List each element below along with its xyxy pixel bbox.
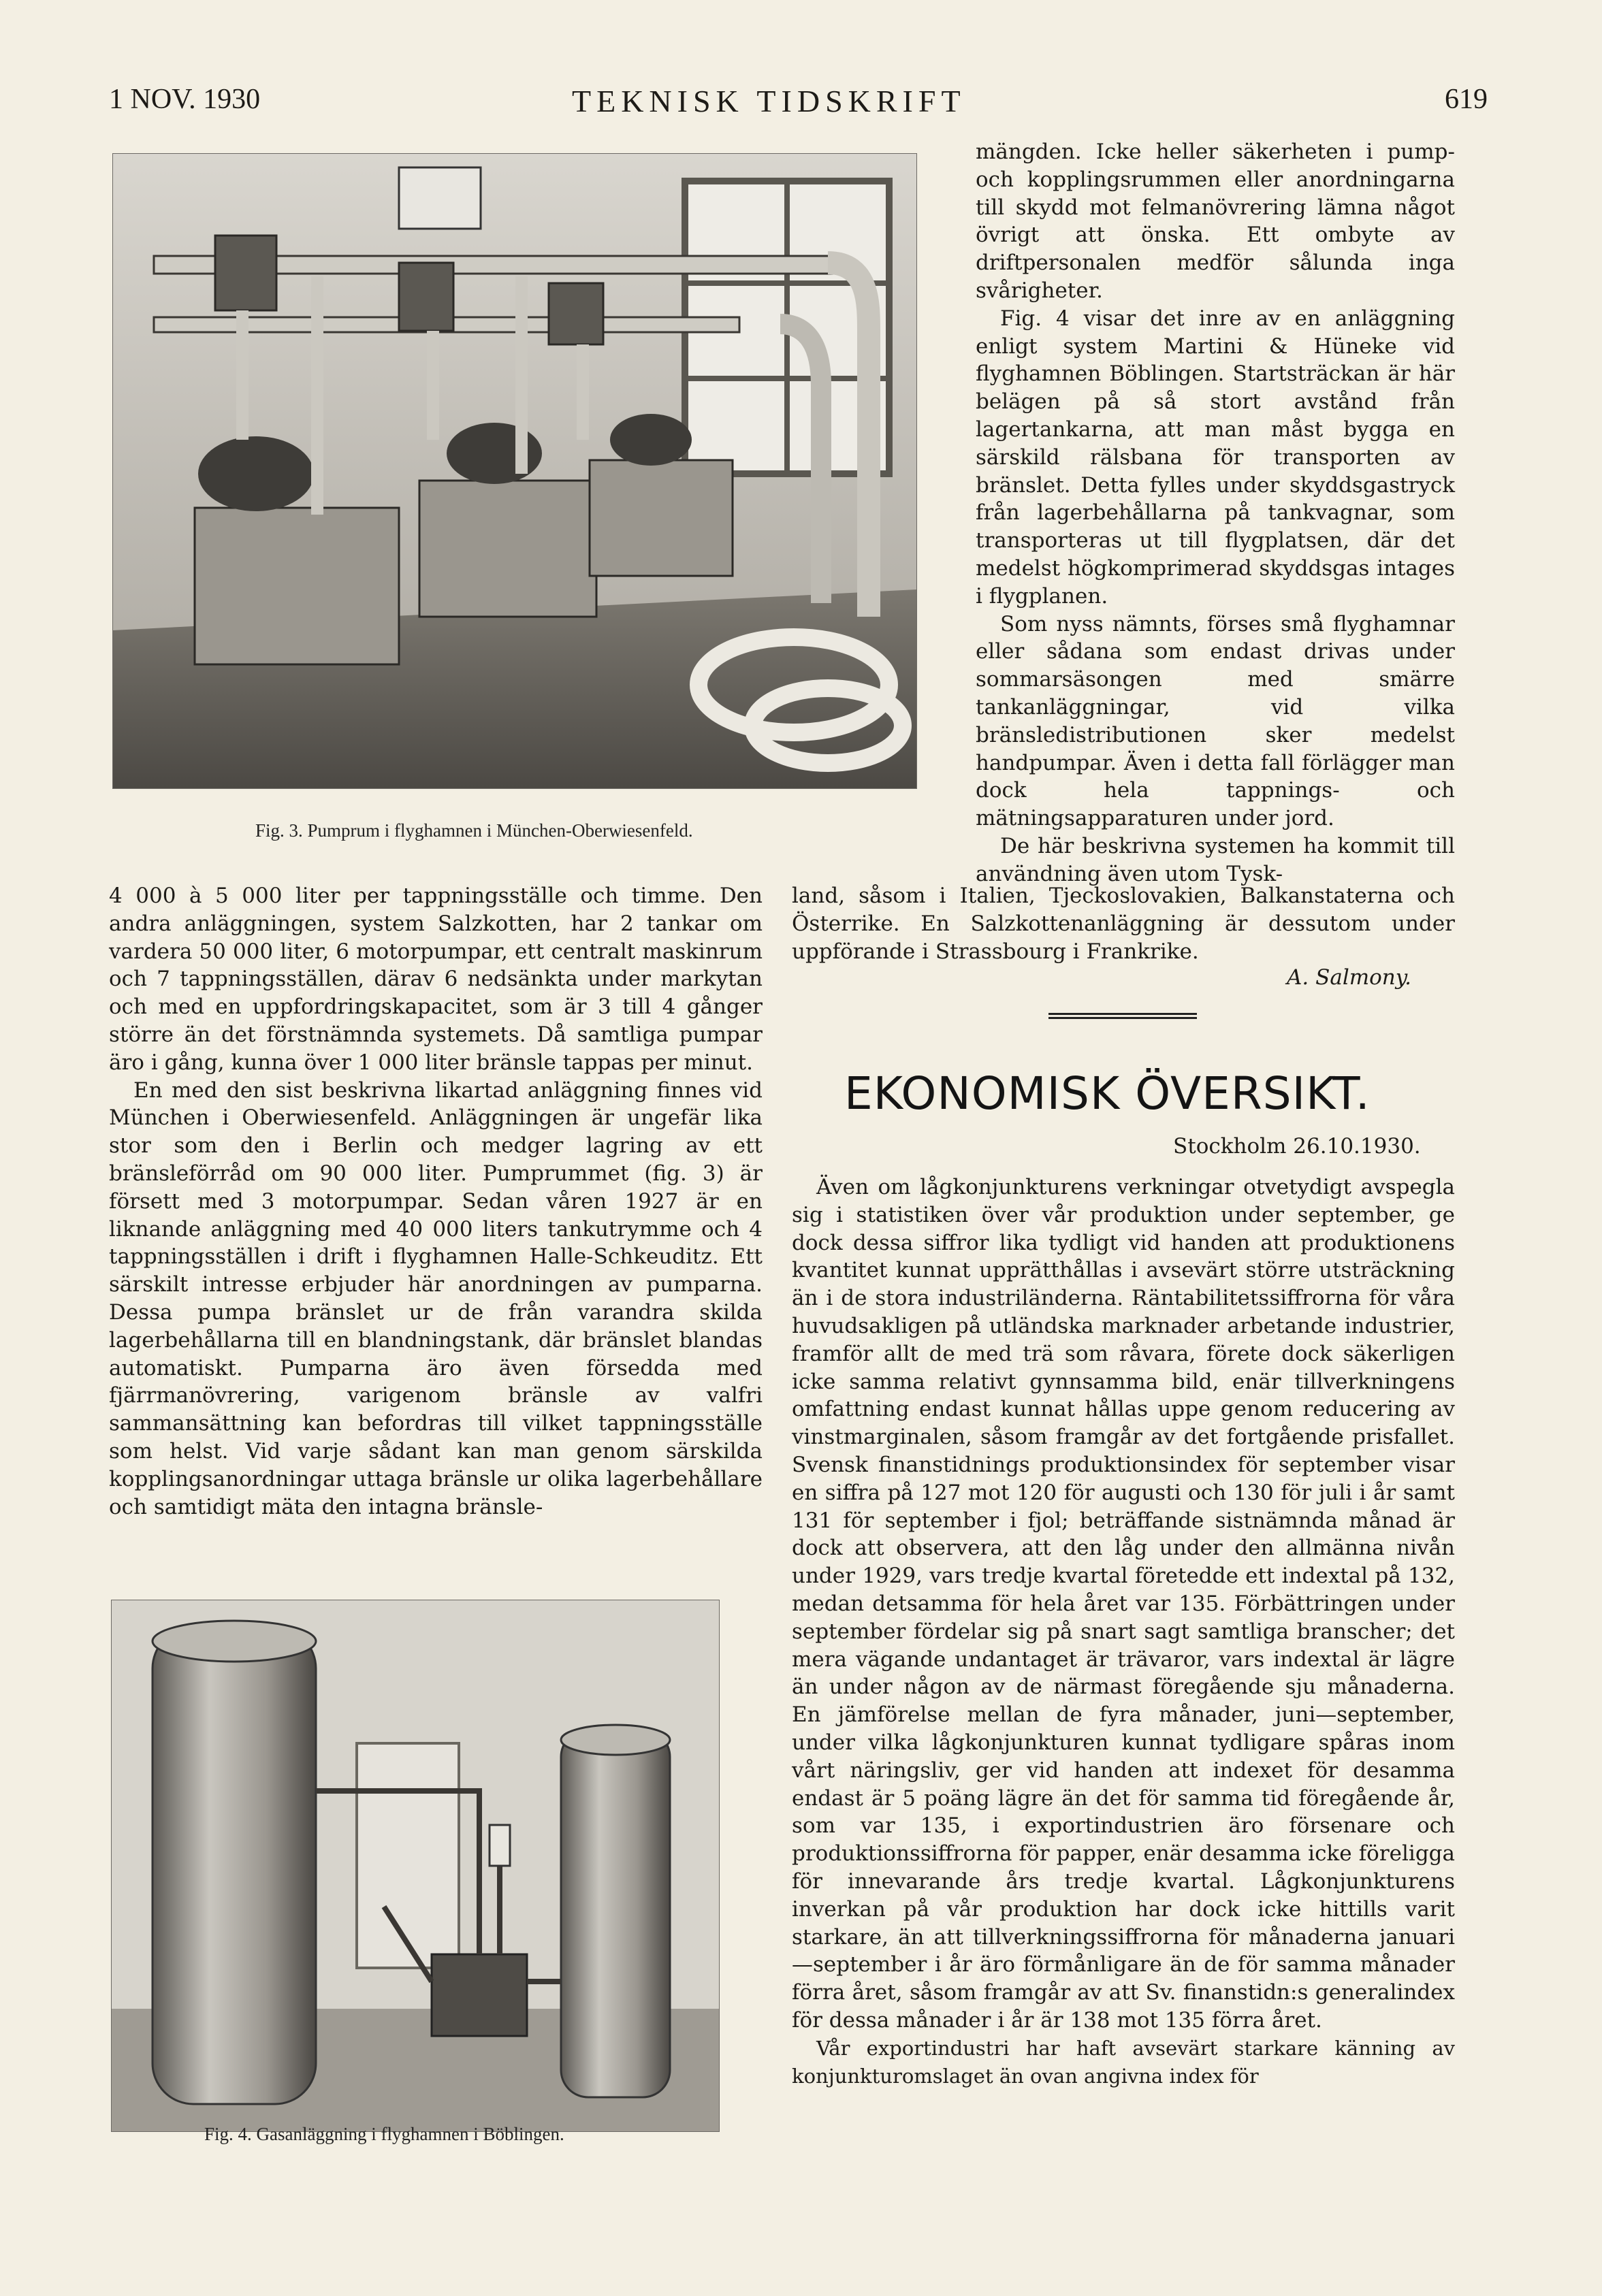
left-column: [109, 882, 763, 1521]
economic-overview-text: [792, 1174, 1455, 2090]
gas-installation-illustration: [112, 1600, 719, 2131]
page-header: [109, 83, 1488, 124]
right-column-top: [976, 138, 1455, 888]
left-paragraph-2: En med den sist beskrivna likartad anläggning finnes vid München i Oberwiesenfeld. Anläggningen är ungefär lika stor som den i Berlin och medger lagring av ett bränsleförråd om 90 000 liter. Pumprummet (fig. 3) är försett med 3 motorpumpar. Sedan våren 1927 är en liknande anläggning med 40 000 liters tankutrymme och 4 tappningsställen i drift i flyghamnen Halle-Schkeuditz. Ett särskilt intresse erbjuder här anordningen av pumparna. Dessa pumpa bränslet ur de från varandra skilda lagerbehållarna till en blandningstank, där bränslet blandas automatiskt. Pumparna äro även försedda med fjärrmanövrering, varigenom bränsle av valfri sammansättning kan befordras till vilket tappningsställe som helst. Vid varje sådant kan man genom särskilda kopplingsanordningar uttaga bränsle ur olika lagerbehållare och samtidigt mäta den intagna bränsle-: [109, 1078, 763, 1519]
figure-3-caption: Fig. 3. Pumprum i flyghamnen i München-Oberwiesenfeld.: [255, 820, 693, 841]
figure-4-photo: [111, 1600, 720, 2132]
section-title: EKONOMISK ÖVERSIKT.: [844, 1067, 1371, 1120]
journal-title: TEKNISK TIDSKRIFT: [572, 84, 966, 118]
issue-date: 1 NOV. 1930: [109, 84, 261, 115]
right-paragraph-3: Som nyss nämnts, förses små flyghamnar eller sådana som endast drivas under sommarsäsongen med smärre tankanläggningar, vid vilka bränsledistributionen sker medelst handpumpar. Även i detta fall förlägger man dock hela tappnings- och mätningsapparaturen under jord.: [976, 611, 1455, 831]
right-paragraph-4-start: De här beskrivna systemen ha kommit till användning även utom Tysk-: [976, 833, 1455, 886]
right-paragraph-2: Fig. 4 visar det inre av en anläggning enligt system Martini & Hüneke vid flyghamnen Böblingen. Startsträckan är här belägen på så stort avstånd från lagertankarna, att man måst bygga en särskild rälsbana för transporten av bränslet. Detta fylles under skyddsgastryck från lagerbehållarna på tankvagnar, som transporteras ut till flygplatsen, där det medelst högkomprimerad skyddsgas intages i flygplanen.: [976, 306, 1455, 609]
right-paragraph-4-end: land, såsom i Italien, Tjeckoslovakien, Balkanstaterna och Österrike. En Salzkottenanläggning är dessutom under uppförande i Strassbourg i Frankrike.: [792, 884, 1455, 964]
author-signature: A. Salmony.: [1287, 965, 1412, 990]
pump-room-illustration: [113, 154, 916, 788]
section-divider: [1048, 1013, 1197, 1019]
figure-3-photo: [112, 153, 917, 789]
left-paragraph-1: 4 000 à 5 000 liter per tappningsställe och timme. Den andra anläggningen, system Salzkotten, har 2 tankar om vardera 50 000 liter, 6 motorpumpar, ett centralt maskinrum och 7 tappningsställen, därav 6 nedsänkta under markytan och med en uppfordringskapacitet, som är 3 till 4 gånger större än det förstnämnda systemets. Då samtliga pumpar äro i gång, kunna över 1 000 liter bränsle tappas per minut.: [109, 884, 763, 1075]
right-paragraph-1: mängden. Icke heller säkerheten i pump- och kopplingsrummen eller anordningarna till skydd mot felmanövrering lämna något övrigt att önska. Ett ombyte av driftpersonalen medför sålunda inga svårigheter.: [976, 140, 1455, 303]
page-number: 619: [1445, 84, 1488, 115]
right-column-continuation: [792, 882, 1455, 965]
figure-4-caption: Fig. 4. Gasanläggning i flyghamnen i Böblingen.: [204, 2124, 564, 2144]
section-dateline: Stockholm 26.10.1930.: [1173, 1134, 1421, 1159]
economic-paragraph-2: Vår exportindustri har haft avsevärt starkare känning av konjunkturomslaget än ovan angivna index för: [792, 2036, 1455, 2088]
economic-paragraph-1: Även om lågkonjunkturens verkningar otvetydigt avspegla sig i statistiken över vår produktion under september, ge dock dessa siffror lika tydligt vid handen att produktionens kvantitet kunnat upprätthållas i avsevärt större utsträckning än i de stora industriländerna. Räntabilitetssiffrorna för våra huvudsakligen på utländska marknader arbetande industrier, framför allt de med trä som råvara, förete dock säkerligen icke samma relativt gynnsamma bild, enär tillverkningens omfattning endast kunnat hållas uppe genom reducering av vinstmarginalen, såsom framgår av det fortgående prisfallet. Svensk finanstidnings produktionsindex för september visar en siffra på 127 mot 120 för augusti och 130 för juli i år samt 131 för september i fjol; beträffande sistnämnda månad är dock att observera, att den låg under den allmänna nivån under 1929, vars tredje kvartal företedde ett indextal på 132, medan detsamma för hela året var 135. Förbättringen under september fördelar sig på snart sagt samtliga branscher; det mera vägande undantaget är trävaror, vars indextal är lägre än under någon av de närmast föregående sju månaderna. En jämförelse mellan de fyra månader, juni—september, under vilka lågkonjunkturen kunnat tydligare spåras inom vårt näringsliv, ger vid handen att indexet för desamma endast är 5 poäng lägre än det för samma tid föregående år, som var 135, i exportindustrien äro försenare och produktionssiffrorna för papper, enär desamma icke föreligga för innevarande års tredje kvartal. Lågkonjunkturens inverkan på vår produktion har dock icke hittills varit starkare, än att tillverkningssiffrorna för månaderna januari—september i år äro förmånligare än de för samma månader förra året, såsom framgår av att Sv. finanstidn:s generalindex för dessa månader i år är 138 mot 135 förra året.: [792, 1175, 1455, 2033]
